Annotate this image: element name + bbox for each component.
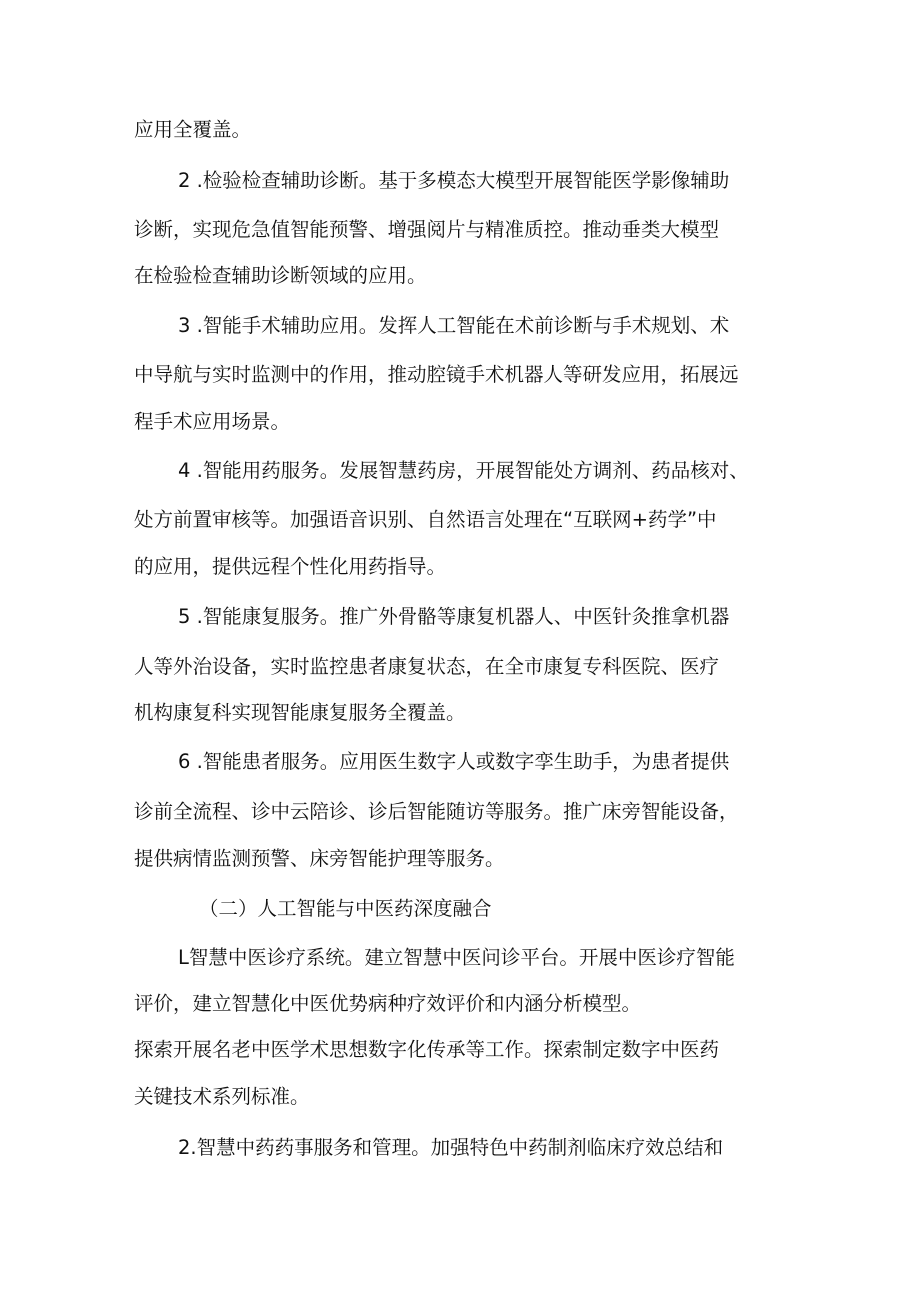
paragraph-3-start: 3 .智能手术辅助应用。发挥人工智能在术前诊断与手术规划、术	[178, 314, 730, 337]
text-line: 诊断，实现危急值智能预警、增强阅片与精准质控。推动垂类大模型	[134, 218, 720, 241]
text-line: 机构康复科实现智能康复服务全覆盖。	[134, 701, 466, 724]
text-line: 在检验检查辅助诊断领域的应用。	[134, 264, 427, 287]
text-line: 处方前置审核等。加强语音识别、自然语言处理在“互联网+药学”中	[134, 508, 717, 531]
section-heading: （二）人工智能与中医药深度融合	[199, 897, 492, 920]
paragraph-6-start: 6 .智能患者服务。应用医生数字人或数字孪生助手，为患者提供	[178, 750, 730, 773]
paragraph-tcm-1-start: L智慧中医诊疗系统。建立智慧中医问诊平台。开展中医诊疗智能	[178, 946, 735, 969]
paragraph-2-start: 2 .检验检查辅助诊断。基于多模态大模型开展智能医学影像辅助	[178, 169, 730, 192]
text-line: 人等外治设备，实时监控患者康复状态，在全市康复专科医院、医疗	[134, 655, 720, 678]
text-line: 诊前全流程、诊中云陪诊、诊后智能随访等服务。推广床旁智能设备，	[134, 800, 739, 823]
text-line: 探索开展名老中医学术思想数字化传承等工作。探索制定数字中医药	[134, 1038, 720, 1061]
text-line: 评价，建立智慧化中医优势病种疗效评价和内涵分析模型。	[134, 992, 642, 1015]
paragraph-5-start: 5 .智能康复服务。推广外骨骼等康复机器人、中医针灸推拿机器	[178, 605, 730, 628]
text-line: 中导航与实时监测中的作用，推动腔镜手术机器人等研发应用，拓展远	[134, 363, 739, 386]
text-line: 提供病情监测预警、床旁智能护理等服务。	[134, 847, 505, 870]
paragraph-4-start: 4 .智能用药服务。发展智慧药房，开展智能处方调剂、药品核对、	[178, 459, 749, 482]
text-line: 应用全覆盖。	[134, 118, 252, 141]
text-line: 关键技术系列标准。	[134, 1085, 310, 1108]
text-line: 的应用，提供远程个性化用药指导。	[134, 555, 447, 578]
text-line: 程手术应用场景。	[134, 410, 291, 433]
paragraph-tcm-2-start: 2.智慧中药药事服务和管理。加强特色中药制剂临床疗效总结和	[178, 1136, 724, 1159]
